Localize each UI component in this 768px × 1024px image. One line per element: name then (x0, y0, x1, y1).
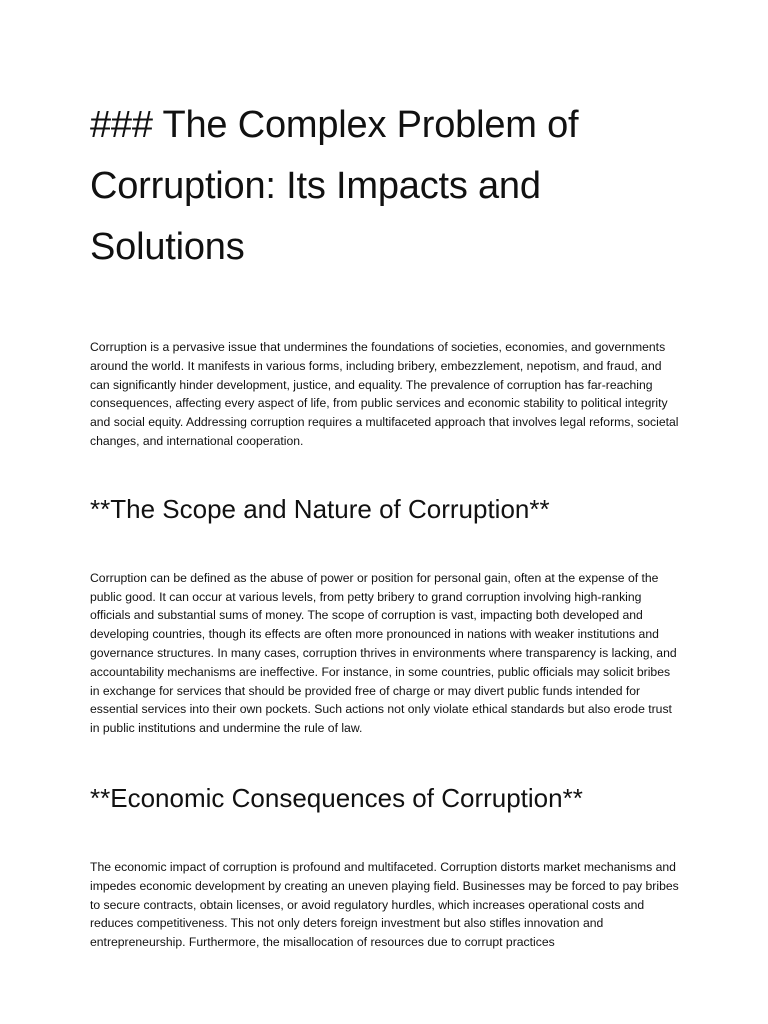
intro-paragraph: Corruption is a pervasive issue that undermines the foundations of societies, economies, and governments around the world. It manifests in various forms, including bribery, embezzlement, nepotism, and fraud, and can significantly hinder development, justice, and equality. The prevalence of corruption has far-reaching consequences, affecting every aspect of life, from public services and economic stability to political integrity and social equity. Addressing corruption requires a multifaceted approach that involves legal reforms, societal changes, and international cooperation. (90, 340, 679, 448)
section-paragraph-scope: Corruption can be defined as the abuse of power or position for personal gain, often at the expense of the public good. It can occur at various levels, from petty bribery to grand corruption involving high-ranking officials and substantial sums of money. The scope of corruption is vast, impacting both developed and developing countries, though its effects are often more pronounced in nations with weaker institutions and governance structures. In many cases, corruption thrives in environments where transparency is lacking, and accountability mechanisms are ineffective. For instance, in some countries, public officials may solicit bribes in exchange for services that should be provided free of charge or may divert public funds intended for essential services into their own pockets. Such actions not only violate ethical standards but also erode trust in public institutions and undermine the rule of law. (90, 570, 677, 736)
section-heading-economic: **Economic Consequences of Corruption** (90, 782, 583, 813)
document-title: ### The Complex Problem of Corruption: Its Impacts and Solutions (90, 104, 579, 268)
section-paragraph-economic: The economic impact of corruption is profound and multifaceted. Corruption distorts market mechanisms and impedes economic development by creating an uneven playing field. Businesses may be forced to pay bribes to secure contracts, obtain licenses, or avoid regulatory hurdles, which increases operational costs and reduces competitiveness. This not only deters foreign investment but also stifles innovation and entrepreneurship. Furthermore, the misallocation of resources due to corrupt practices (90, 859, 679, 950)
document-body (90, 95, 680, 952)
section-heading-scope: **The Scope and Nature of Corruption** (90, 493, 550, 524)
